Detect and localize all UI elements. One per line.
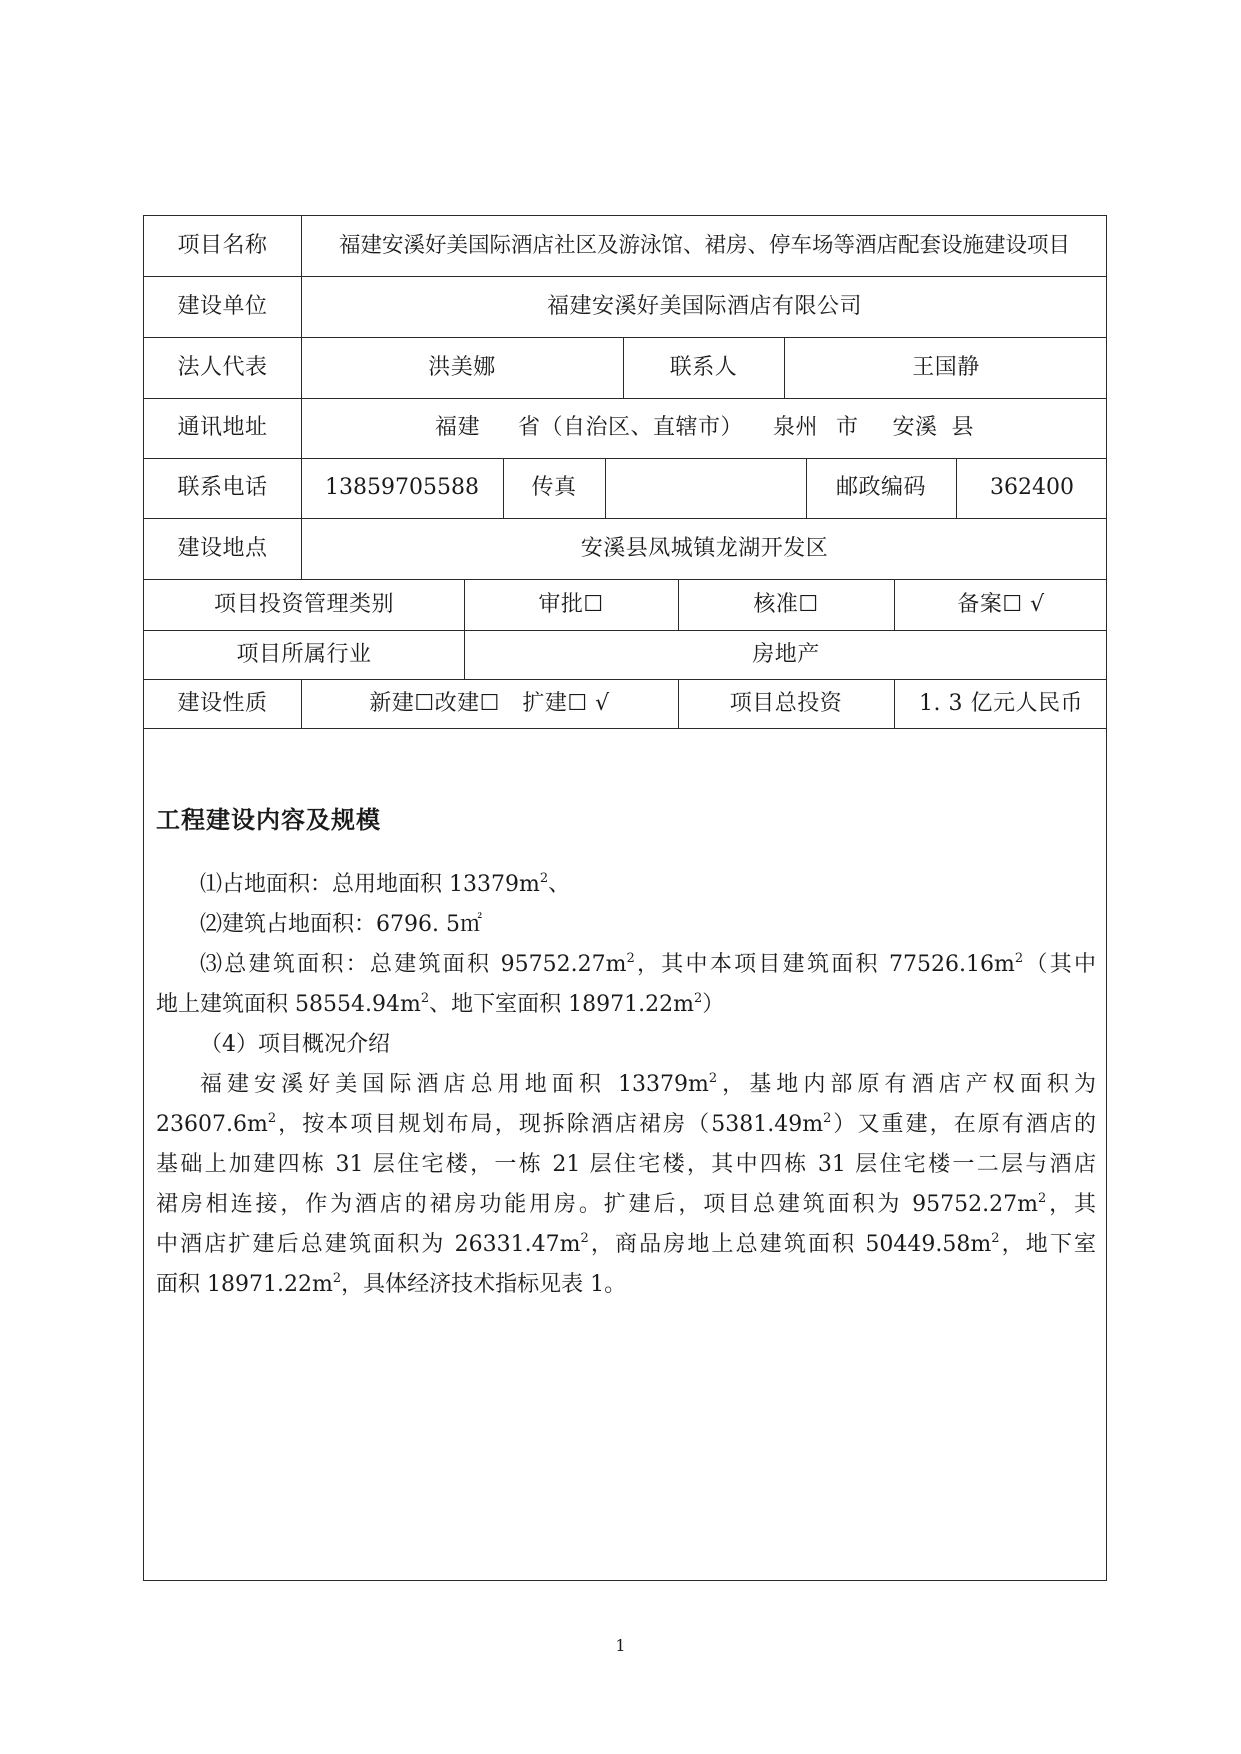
mgmt-type-verification: 核准☐ <box>753 591 819 617</box>
postcode-label: 邮政编码 <box>835 475 926 500</box>
page-number: 1 <box>615 1636 626 1655</box>
builder-label: 建设单位 <box>177 293 268 319</box>
legal-rep-value: 洪美娜 <box>428 354 496 380</box>
item-footprint-area: ⑵建筑占地面积：6796. 5㎡ <box>200 912 482 937</box>
postcode-value: 362400 <box>990 475 1074 500</box>
item-total-area-line2: 地上建筑面积 $58554.94m^2$、地下室面积 $18971.22m^2$） <box>156 991 725 1017</box>
content-heading: 工程建设内容及规模 <box>156 805 381 834</box>
contact-value: 王国静 <box>912 354 980 380</box>
overview-line6: 面积 $18971.22m^2$，具体经济技术指标见表 1。 <box>156 1271 627 1297</box>
fax-value <box>605 458 806 518</box>
address-value <box>301 398 1108 458</box>
overview-line2: $23607.6m^2$，按本项目规划布局，现拆除酒店裙房$(5381.49m^2)$又重建，在原有酒店的 <box>156 1111 1096 1137</box>
address-city: 泉州 <box>772 415 818 440</box>
phone-label: 联系电话 <box>177 475 268 500</box>
industry-label: 项目所属行业 <box>236 641 372 667</box>
overview-line4: 裙房相连接，作为酒店的裙房功能用房。扩建后，项目总建筑面积为 $95752.27m^2$，其 <box>156 1191 1096 1217</box>
content-body <box>156 865 1096 1305</box>
address-city-suffix: 市 <box>836 415 859 440</box>
legal-rep-label: 法人代表 <box>177 354 268 380</box>
builder-value: 福建安溪好美国际酒店有限公司 <box>546 293 862 319</box>
site-value: 安溪县凤城镇龙湖开发区 <box>580 535 829 561</box>
investment-value: 1. 3 亿元人民币 <box>919 690 1083 716</box>
mgmt-type-label: 项目投资管理类别 <box>213 591 394 617</box>
investment-label: 项目总投资 <box>729 690 843 716</box>
project-name-value: 福建安溪好美国际酒店社区及游泳馆、裙房、停车场等酒店配套设施建设项目 <box>338 233 1070 259</box>
phone-value: 13859705588 <box>325 475 479 500</box>
nature-value: 新建☐改建☐ 扩建☐ √ <box>369 690 610 716</box>
overview-line1: 福建安溪好美国际酒店总用地面积 $13379m^2$，基地内部原有酒店产权面积为 <box>200 1071 1096 1097</box>
item-overview-heading: （4）项目概况介绍 <box>200 1032 390 1057</box>
item-site-area: ⑴占地面积：总用地面积 $13379m^2$、 <box>200 871 571 897</box>
address-province: 福建 <box>434 415 480 440</box>
project-name-label: 项目名称 <box>177 233 268 258</box>
address-county: 安溪 <box>892 415 938 440</box>
mgmt-type-approval: 审批☐ <box>538 591 604 617</box>
project-info-table <box>143 215 1107 1581</box>
overview-line3: 基础上加建四栋 31 层住宅楼，一栋 21 层住宅楼，其中四栋 31 层住宅楼一二层与酒店 <box>156 1152 1096 1177</box>
item-total-area-line1: ⑶总建筑面积：总建筑面积 $95752.27m^2$，其中本项目建筑面积 $77526.16m^2$（其中 <box>200 951 1096 977</box>
nature-label: 建设性质 <box>177 690 268 716</box>
industry-value: 房地产 <box>752 641 820 667</box>
site-label: 建设地点 <box>177 535 268 561</box>
address-label: 通讯地址 <box>177 415 268 440</box>
address-county-suffix: 县 <box>951 415 975 440</box>
address-province-suffix: 省（自治区、直辖市） <box>517 415 743 440</box>
overview-line5: 中酒店扩建后总建筑面积为 $26331.47m^2$，商品房地上总建筑面积 $50449.58m^2$，地下室 <box>156 1231 1097 1257</box>
mgmt-type-filing: 备案☐ √ <box>957 591 1045 617</box>
contact-label: 联系人 <box>669 354 738 380</box>
fax-label: 传真 <box>531 475 577 500</box>
